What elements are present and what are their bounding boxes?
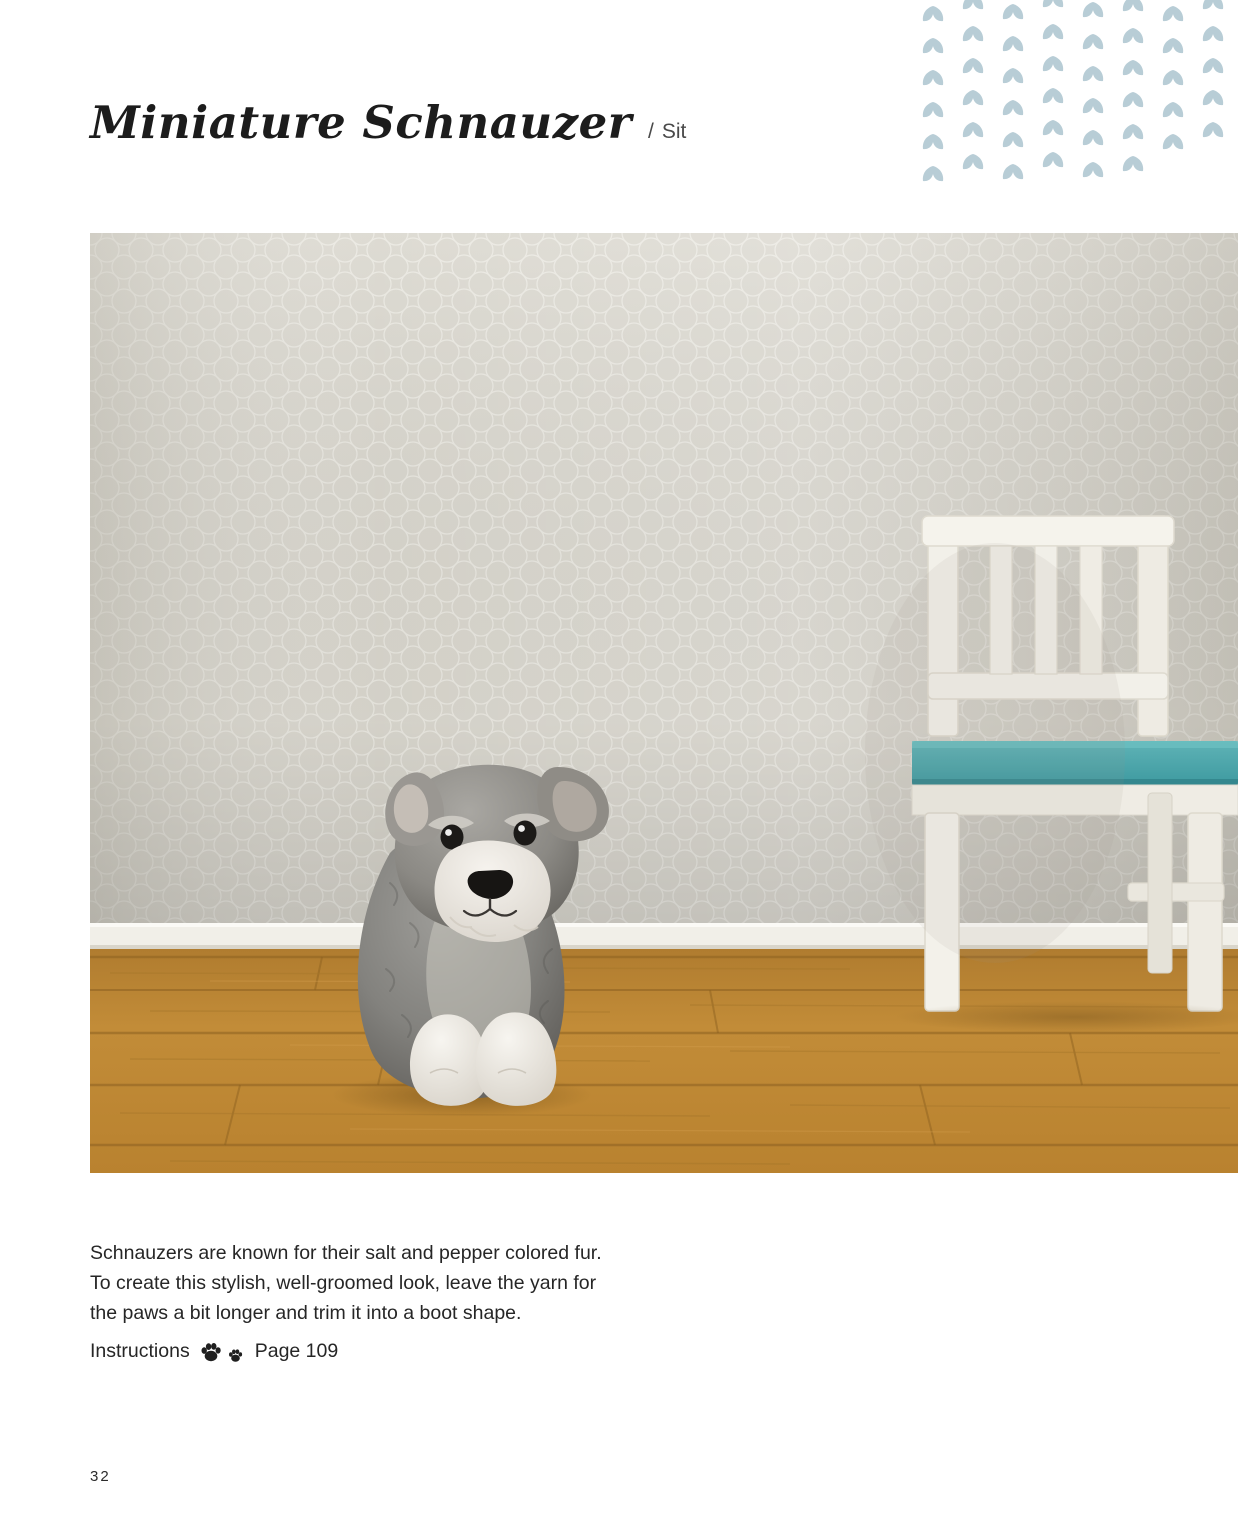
page-title-main: Miniature Schnauzer (90, 96, 632, 149)
leaf-pattern-decoration (908, 0, 1238, 215)
paw-print-group (200, 1341, 243, 1363)
instructions-reference (90, 1340, 338, 1363)
paw-print-icon (200, 1341, 222, 1363)
caption-line-3: the paws a bit longer and trim it into a boot shape. (90, 1302, 522, 1324)
page-title (90, 96, 686, 149)
page-title-subtitle: Sit (661, 120, 687, 143)
photo-caption (90, 1238, 730, 1328)
instructions-page-reference: Page 109 (254, 1340, 339, 1362)
page-number: 32 (90, 1468, 111, 1485)
caption-line-1: Schnauzers are known for their salt and pepper colored fur. (90, 1242, 602, 1264)
page-title-separator: / (648, 120, 654, 143)
caption-line-2: To create this stylish, well-groomed look, leave the yarn for (90, 1272, 597, 1294)
project-photo (90, 233, 1238, 1173)
paw-print-small-icon (228, 1348, 243, 1363)
instructions-label: Instructions (90, 1340, 190, 1362)
